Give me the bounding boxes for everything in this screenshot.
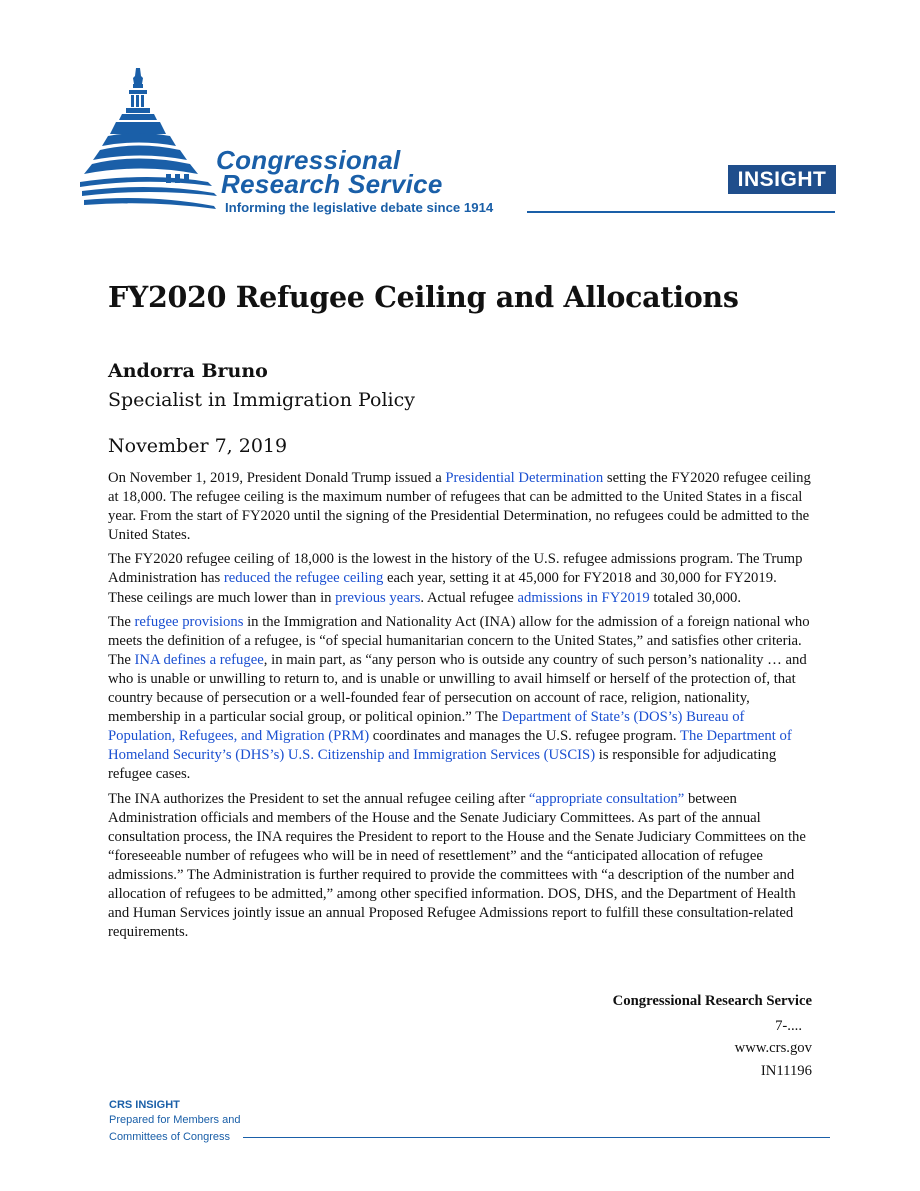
insight-badge: INSIGHT [728,165,836,194]
link-dos-prm[interactable]: Department of State’s (DOS’s) Bureau of Population, Refugees, and Migration (PRM) [108,709,745,745]
footer-line3: Committees of Congress [109,1131,231,1143]
author-title: Specialist in Immigration Policy [108,389,415,411]
paragraph-1 [108,469,814,545]
link-admissions-fy2019[interactable]: admissions in FY2019 [517,589,650,606]
report-number: 7-.... [775,1018,802,1034]
paragraph-4 [108,790,814,943]
header-divider [527,211,835,213]
text: On November 1, 2019, President Donald Trump issued a [108,470,446,486]
paragraph-3 [108,613,814,785]
text: The [108,613,135,630]
text: between Administration officials and members of the House and the Senate Judiciary Committees. As part of the annual consultation process, the INA requires the President to report to the House and the Senate Judiciary Committees on the “foreseeable number of refugees who will be in need of resettlement” and the “anticipated allocation of refugee admissions.” The Administration is further required to provide the committees with “a description of the number and allocation of refugees to be admitted,” among other specified information. DOS, DHS, and the Department of Health and Human Services jointly issue an annual Proposed Refugee Admissions report to fulfill these consultation-related requirements. [108,790,806,941]
link-dhs-uscis[interactable]: The Department of Homeland Security’s (DHS’s) U.S. Citizenship and Immigration Services (USCIS) [108,728,792,764]
org-name-line1: Congressional [216,145,401,175]
footer-label: CRS INSIGHT [109,1099,180,1111]
text: , in main part, as “any person who is outside any country of such person’s nationality … and who is unable or unwilling to return to, and is unable or unwilling to avail himself or herself of the protection of, that country because of persecution or a well-founded fear of persecution on account of race, religion, nationality, membership in a particular social group, or political opinion.” The [108,651,807,726]
text: each year, setting it at 45,000 for FY2018 and 30,000 for FY2019. These ceilings are much lower than in [108,570,777,606]
text: in the Immigration and Nationality Act (INA) allow for the admission of a foreign national who meets the definition of a refugee, is “of special humanitarian concern to the United States,” and satisfies other criteria. The [108,613,810,668]
author-name: Andorra Bruno [108,360,268,382]
text: totaled 30,000. [649,589,742,606]
crs-website[interactable]: www.crs.gov [734,1040,812,1056]
paragraph-2 [108,550,814,607]
text: The FY2020 refugee ceiling of 18,000 is the lowest in the history of the U.S. refugee admissions program. The Trump Administration has [108,551,803,587]
link-reduced-refugee-ceiling[interactable]: reduced the refugee ceiling [223,570,384,587]
link-refugee-provisions[interactable]: refugee provisions [134,613,244,630]
report-id: IN11196 [760,1063,812,1079]
link-presidential-determination[interactable]: Presidential Determination [445,470,604,486]
footer-line2: Prepared for Members and [109,1114,241,1126]
text: setting the FY2020 refugee ceiling at 18,000. The refugee ceiling is the maximum number of refugees that can be admitted to the United States in a fiscal year. From the start of FY2020 until the signing of the Presidential Determination, no refugees could be admitted to the United States. [108,470,811,544]
link-ina-defines-refugee[interactable]: INA defines a refugee [134,651,264,668]
text: is responsible for adjudicating refugee cases. [108,747,777,783]
org-name-line2: Research Service [221,169,443,199]
crs-signature: Congressional Research Service [612,993,812,1009]
text: The INA authorizes the President to set the annual refugee ceiling after [108,790,529,807]
text: coordinates and manages the U.S. refugee program. [369,728,681,745]
publication-date: November 7, 2019 [108,435,288,457]
link-appropriate-consultation[interactable]: “appropriate consultation” [528,790,685,807]
org-tagline: Informing the legislative debate since 1914 [225,200,494,215]
page-title: FY2020 Refugee Ceiling and Allocations [108,280,739,314]
article-body [108,469,814,947]
link-previous-years[interactable]: previous years [335,589,421,606]
footer-divider [243,1137,830,1138]
text: . Actual refugee [420,589,518,606]
